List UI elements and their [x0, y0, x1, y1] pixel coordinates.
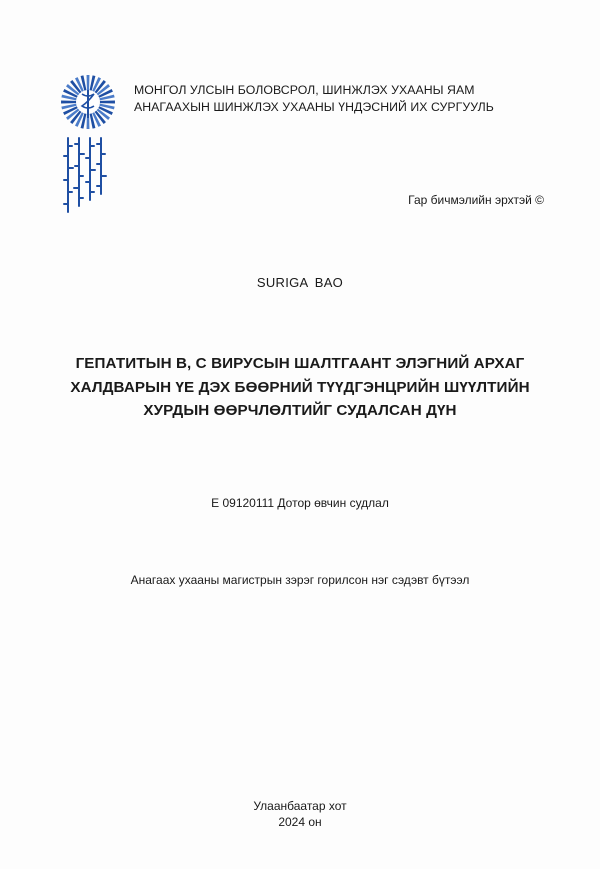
thesis-title [40, 352, 560, 423]
institution-header [134, 82, 554, 116]
title-line: ХАЛДВАРЫН ҮЕ ДЭХ БӨӨРНИЙ ТҮҮДГЭНЦРИЙН ШҮҮЛТИЙН [70, 378, 530, 396]
title-line: ХУРДЫН ӨӨРЧЛӨЛТИЙГ СУДАЛСАН ДҮН [143, 402, 457, 419]
specialty-code: E 09120111 Дотор өвчин судлал [211, 496, 389, 510]
ministry-name: МОНГОЛ УЛСЫН БОЛОВСРОЛ, ШИНЖЛЭХ УХААНЫ ЯАМ [134, 83, 475, 97]
place-and-year [0, 798, 600, 830]
university-name: АНАГААХЫН ШИНЖЛЭХ УХААНЫ ҮНДЭСНИЙ ИХ СУРГУУЛЬ [134, 100, 494, 114]
university-emblem-icon [48, 72, 128, 222]
copyright-note: Гар бичмэлийн эрхтэй © [408, 193, 544, 207]
emblem-ray [100, 101, 115, 104]
degree-statement: Анагаах ухааны магистрын зэрэг горилсон нэг сэдэвт бүтээл [130, 573, 470, 587]
city: Улаанбаатар хот [253, 799, 347, 813]
title-line: ГЕПАТИТЫН B, C ВИРУСЫН ШАЛТГААНТ ЭЛЭГНИЙ АРХАГ [75, 355, 525, 372]
emblem-ray [87, 75, 90, 90]
year: 2024 он [278, 815, 322, 829]
emblem-ray [61, 101, 76, 104]
author-name: SURIGA BAO [256, 275, 344, 290]
